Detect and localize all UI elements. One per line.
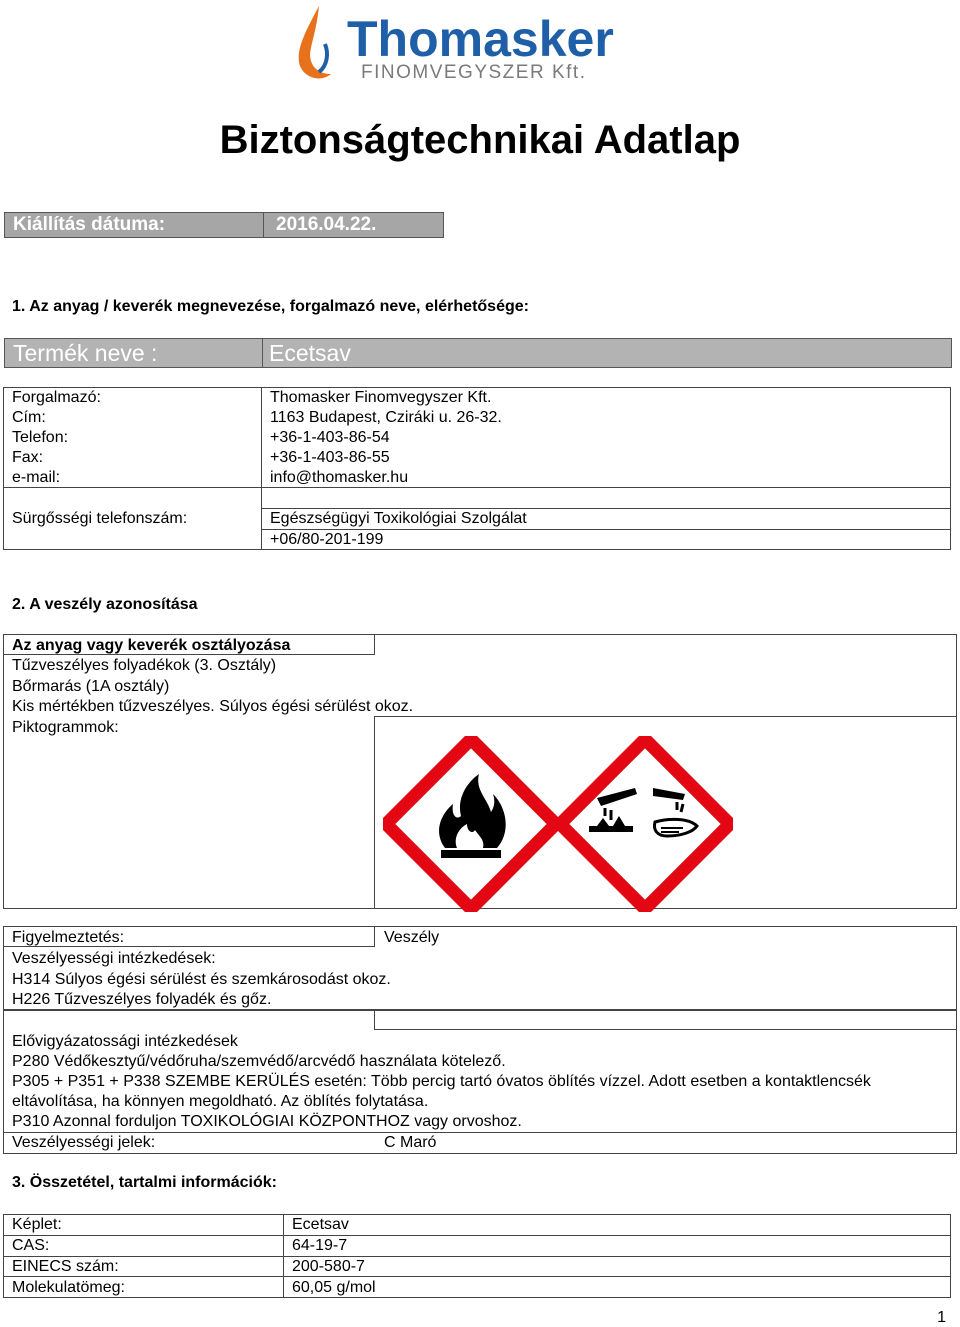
corrosion-icon bbox=[557, 736, 733, 912]
address-value: 1163 Budapest, Cziráki u. 26-32. bbox=[262, 408, 951, 428]
precaution-p310: P310 Azonnal forduljon TOXIKOLÓGIAI KÖZPONTHOZ vagy orvoshoz. bbox=[12, 1113, 522, 1130]
section1-heading: 1. Az anyag / keverék megnevezése, forgalmazó neve, elérhetősége: bbox=[12, 298, 529, 315]
table-row bbox=[4, 508, 951, 529]
emergency-label: Sürgősségi telefonszám: bbox=[4, 508, 262, 529]
precaution-p305-cont: eltávolítása, ha könnyen megoldható. Az öblítés folytatása. bbox=[12, 1093, 429, 1110]
page-number: 1 bbox=[937, 1309, 946, 1326]
flame-icon bbox=[383, 736, 559, 912]
table-row bbox=[4, 467, 951, 487]
fax-label: Fax: bbox=[4, 447, 262, 467]
precaution-p280: P280 Védőkesztyű/védőruha/szemvédő/arcvédő használata kötelező. bbox=[12, 1053, 506, 1070]
product-name-label: Termék neve : bbox=[5, 339, 263, 367]
drop-icon bbox=[299, 6, 331, 78]
hazard-statement-2: H226 Tűzveszélyes folyadék és gőz. bbox=[12, 991, 272, 1008]
einecs-value: 200-580-7 bbox=[284, 1256, 951, 1277]
section2-heading: 2. A veszély azonosítása bbox=[12, 596, 198, 613]
warning-label: Figyelmeztetés: bbox=[12, 929, 125, 946]
einecs-label: EINECS szám: bbox=[4, 1256, 284, 1277]
product-name-value: Ecetsav bbox=[269, 340, 351, 366]
classification-heading: Az anyag vagy keverék osztályozása bbox=[12, 637, 291, 654]
emergency-phone: +06/80-201-199 bbox=[262, 529, 951, 550]
composition-table bbox=[3, 1214, 951, 1298]
class-line-1: Tűzveszélyes folyadékok (3. Osztály) bbox=[12, 657, 277, 674]
precaution-p305: P305 + P351 + P338 SZEMBE KERÜLÉS esetén: Több percig tartó óvatos öblítés vízzel. Adott esetben a kontaktlencsék bbox=[12, 1073, 871, 1090]
logo-name: Thomasker bbox=[347, 11, 614, 67]
table-row bbox=[4, 1215, 951, 1236]
formula-label: Képlet: bbox=[4, 1215, 284, 1236]
supplier-label: Forgalmazó: bbox=[4, 388, 262, 408]
signs-value: C Maró bbox=[384, 1134, 437, 1151]
warning-value: Veszély bbox=[384, 929, 440, 946]
logo-subtitle: FINOMVEGYSZER Kft. bbox=[361, 62, 587, 82]
table-row bbox=[4, 487, 951, 508]
table-row bbox=[4, 388, 951, 408]
issue-date-label: Kiállítás dátuma: bbox=[5, 213, 264, 237]
issue-date-value: 2016.04.22. bbox=[276, 214, 377, 235]
emergency-service: Egészségügyi Toxikológiai Szolgálat bbox=[262, 508, 951, 529]
email-value[interactable]: info@thomasker.hu bbox=[262, 467, 951, 487]
fax-value: +36-1-403-86-55 bbox=[262, 447, 951, 467]
signs-label: Veszélyességi jelek: bbox=[12, 1134, 156, 1151]
phone-value: +36-1-403-86-54 bbox=[262, 428, 951, 448]
table-row bbox=[4, 447, 951, 467]
cas-value: 64-19-7 bbox=[284, 1235, 951, 1256]
email-label: e-mail: bbox=[4, 467, 262, 487]
cas-label: CAS: bbox=[4, 1235, 284, 1256]
supplier-value: Thomasker Finomvegyszer Kft. bbox=[262, 388, 951, 408]
class-line-3: Kis mértékben tűzveszélyes. Súlyos égési sérülést okoz. bbox=[12, 698, 414, 715]
molar-mass-label: Molekulatömeg: bbox=[4, 1277, 284, 1298]
hazard-statement-1: H314 Súlyos égési sérülést és szemkárosodást okoz. bbox=[12, 971, 391, 988]
pictograms-label: Piktogrammok: bbox=[12, 719, 119, 736]
section3-heading: 3. Összetétel, tartalmi információk: bbox=[12, 1174, 277, 1191]
formula-value: Ecetsav bbox=[284, 1215, 951, 1236]
hazard-label: Veszélyességi intézkedések: bbox=[12, 950, 216, 967]
precaution-heading: Elővigyázatossági intézkedések bbox=[12, 1033, 238, 1050]
table-row bbox=[4, 529, 951, 550]
product-name-bar bbox=[4, 338, 952, 368]
table-row bbox=[4, 1256, 951, 1277]
page-title: Biztonságtechnikai Adatlap bbox=[219, 118, 741, 162]
molar-mass-value: 60,05 g/mol bbox=[284, 1277, 951, 1298]
table-row bbox=[4, 408, 951, 428]
table-row bbox=[4, 1277, 951, 1298]
address-label: Cím: bbox=[4, 408, 262, 428]
phone-label: Telefon: bbox=[4, 428, 262, 448]
issue-date-bar bbox=[4, 212, 444, 238]
company-logo bbox=[295, 4, 665, 82]
table-row bbox=[4, 1235, 951, 1256]
class-line-2: Bőrmarás (1A osztály) bbox=[12, 678, 170, 695]
supplier-table bbox=[3, 387, 951, 550]
table-row bbox=[4, 428, 951, 448]
